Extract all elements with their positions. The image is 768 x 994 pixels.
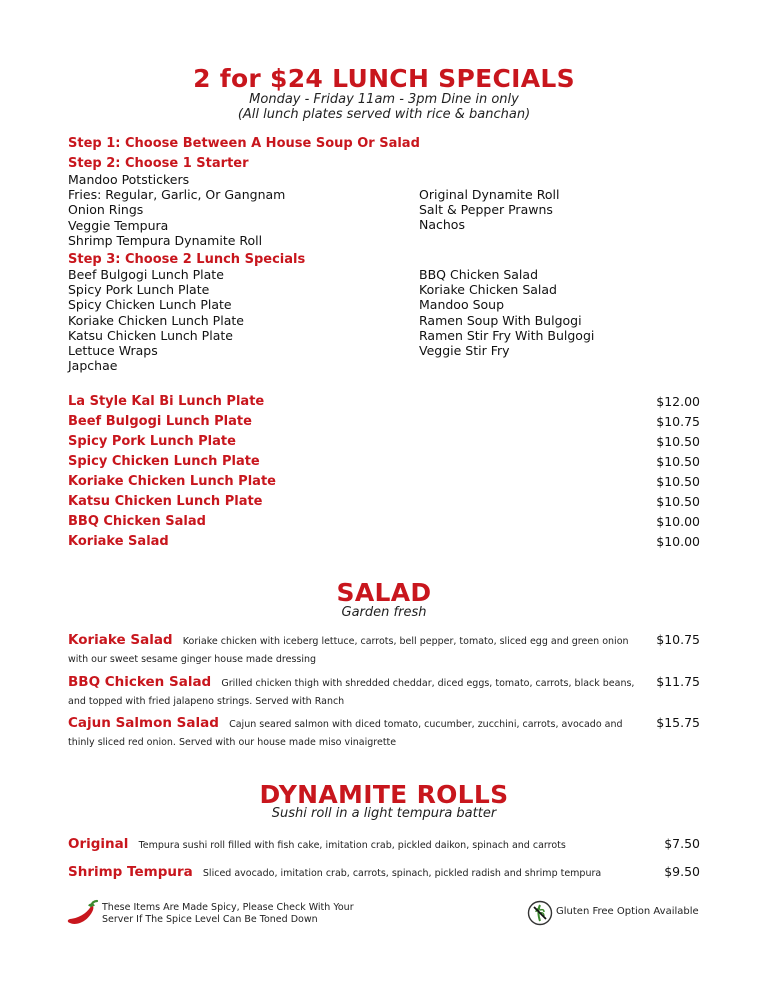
list-item: Veggie Tempura xyxy=(68,217,169,233)
list-item: Onion Rings xyxy=(68,202,144,218)
list-item: Spicy Pork Lunch Plate xyxy=(68,282,210,298)
item-name: Shrimp Tempura xyxy=(68,864,193,880)
plate-price: $10.75 xyxy=(656,414,700,429)
plate-row xyxy=(68,494,700,514)
plate-name: La Style Kal Bi Lunch Plate xyxy=(68,394,265,409)
item-price: $15.75 xyxy=(656,715,700,730)
lunch-subtitle-hours: Monday - Friday 11am - 3pm Dine in only xyxy=(249,92,519,107)
salad-item xyxy=(68,714,700,750)
plate-price: $10.50 xyxy=(656,454,700,469)
item-price: $11.75 xyxy=(656,674,700,689)
step-2-heading: Step 2: Choose 1 Starter xyxy=(68,156,249,171)
specials-right-list xyxy=(419,267,594,358)
dynamite-title: DYNAMITE ROLLS xyxy=(259,780,509,809)
spicy-note-line: These Items Are Made Spicy, Please Check With Your xyxy=(102,902,354,913)
specials-left-list xyxy=(68,267,244,373)
dynamite-subtitle: Sushi roll in a light tempura batter xyxy=(271,806,497,821)
plate-row xyxy=(68,414,700,434)
plate-name: Spicy Pork Lunch Plate xyxy=(68,434,236,449)
item-price: $7.50 xyxy=(664,836,700,851)
item-name: Koriake Salad xyxy=(68,632,173,648)
list-item: Koriake Chicken Lunch Plate xyxy=(68,312,244,328)
list-item: Shrimp Tempura Dynamite Roll xyxy=(68,232,263,248)
item-description: Grilled chicken thigh with shredded cheddar, diced eggs, tomato, carrots, black beans, and topped with fried jalapeno strings. Served with Ranch xyxy=(68,678,635,707)
step-3-heading: Step 3: Choose 2 Lunch Specials xyxy=(68,252,306,267)
list-item: Japchae xyxy=(68,358,118,374)
plate-price: $10.00 xyxy=(656,514,700,529)
plate-name: Beef Bulgogi Lunch Plate xyxy=(68,414,252,429)
step-1-heading: Step 1: Choose Between A House Soup Or Salad xyxy=(68,136,420,151)
plate-name: Spicy Chicken Lunch Plate xyxy=(68,454,260,469)
spicy-note-line: Server If The Spice Level Can Be Toned Down xyxy=(102,914,318,925)
gluten-free-icon xyxy=(527,900,553,926)
list-item: Spicy Chicken Lunch Plate xyxy=(68,297,232,313)
plate-price: $10.50 xyxy=(656,474,700,489)
list-item: Nachos xyxy=(419,217,465,233)
salad-item xyxy=(68,673,700,709)
item-description: Sliced avocado, imitation crab, carrots, spinach, pickled radish and shrimp tempura xyxy=(202,868,602,879)
list-item: BBQ Chicken Salad xyxy=(419,267,539,282)
list-item: Koriake Chicken Salad xyxy=(419,282,557,298)
list-item: Beef Bulgogi Lunch Plate xyxy=(68,267,224,282)
plate-row xyxy=(68,534,700,554)
plate-name: BBQ Chicken Salad xyxy=(68,514,206,529)
list-item: Lettuce Wraps xyxy=(68,343,158,359)
plate-price: $10.50 xyxy=(656,494,700,509)
lunch-subtitle-note: (All lunch plates served with rice & banchan) xyxy=(237,107,531,122)
spicy-note xyxy=(102,902,354,926)
item-name: Original xyxy=(68,836,129,852)
salad-title: SALAD xyxy=(336,578,432,607)
list-item: Katsu Chicken Lunch Plate xyxy=(68,327,233,343)
list-item: Mandoo Potstickers xyxy=(68,172,190,187)
list-item: Fries: Regular, Garlic, Or Gangnam xyxy=(68,187,286,203)
roll-item xyxy=(68,835,700,853)
plate-price: $12.00 xyxy=(656,394,700,409)
plate-name: Koriake Salad xyxy=(68,534,169,549)
list-item: Veggie Stir Fry xyxy=(419,343,510,359)
lunch-title: 2 for $24 LUNCH SPECIALS xyxy=(193,64,575,93)
item-name: BBQ Chicken Salad xyxy=(68,674,212,690)
chili-pepper-icon xyxy=(66,898,100,928)
list-item: Mandoo Soup xyxy=(419,297,505,313)
plate-row xyxy=(68,474,700,494)
plate-price: $10.50 xyxy=(656,434,700,449)
list-item: Ramen Stir Fry With Bulgogi xyxy=(419,327,595,343)
item-price: $9.50 xyxy=(664,864,700,879)
salad-item xyxy=(68,631,700,667)
list-item: Ramen Soup With Bulgogi xyxy=(419,312,582,328)
plate-row xyxy=(68,454,700,474)
plate-name: Katsu Chicken Lunch Plate xyxy=(68,494,263,509)
item-description: Koriake chicken with iceberg lettuce, carrots, bell pepper, tomato, sliced egg and green onion with our sweet sesame ginger house made dressing xyxy=(68,636,629,665)
starters-left-list xyxy=(68,172,285,248)
plate-row xyxy=(68,514,700,534)
item-description: Tempura sushi roll filled with fish cake, imitation crab, pickled daikon, spinach and carrots xyxy=(138,840,566,851)
roll-item xyxy=(68,863,700,881)
plate-name: Koriake Chicken Lunch Plate xyxy=(68,474,276,489)
plate-price: $10.00 xyxy=(656,534,700,549)
plate-row xyxy=(68,394,700,414)
list-item: Original Dynamite Roll xyxy=(419,187,560,202)
gluten-free-note: Gluten Free Option Available xyxy=(556,906,699,917)
item-name: Cajun Salmon Salad xyxy=(68,715,219,731)
starters-right-list xyxy=(419,187,559,233)
item-price: $10.75 xyxy=(656,632,700,647)
salad-subtitle: Garden fresh xyxy=(341,605,427,620)
plate-row xyxy=(68,434,700,454)
item-description: Cajun seared salmon with diced tomato, cucumber, zucchini, carrots, avocado and thinly sliced red onion. Served with our house made miso vinaigrette xyxy=(68,719,623,748)
list-item: Salt & Pepper Prawns xyxy=(419,202,553,218)
